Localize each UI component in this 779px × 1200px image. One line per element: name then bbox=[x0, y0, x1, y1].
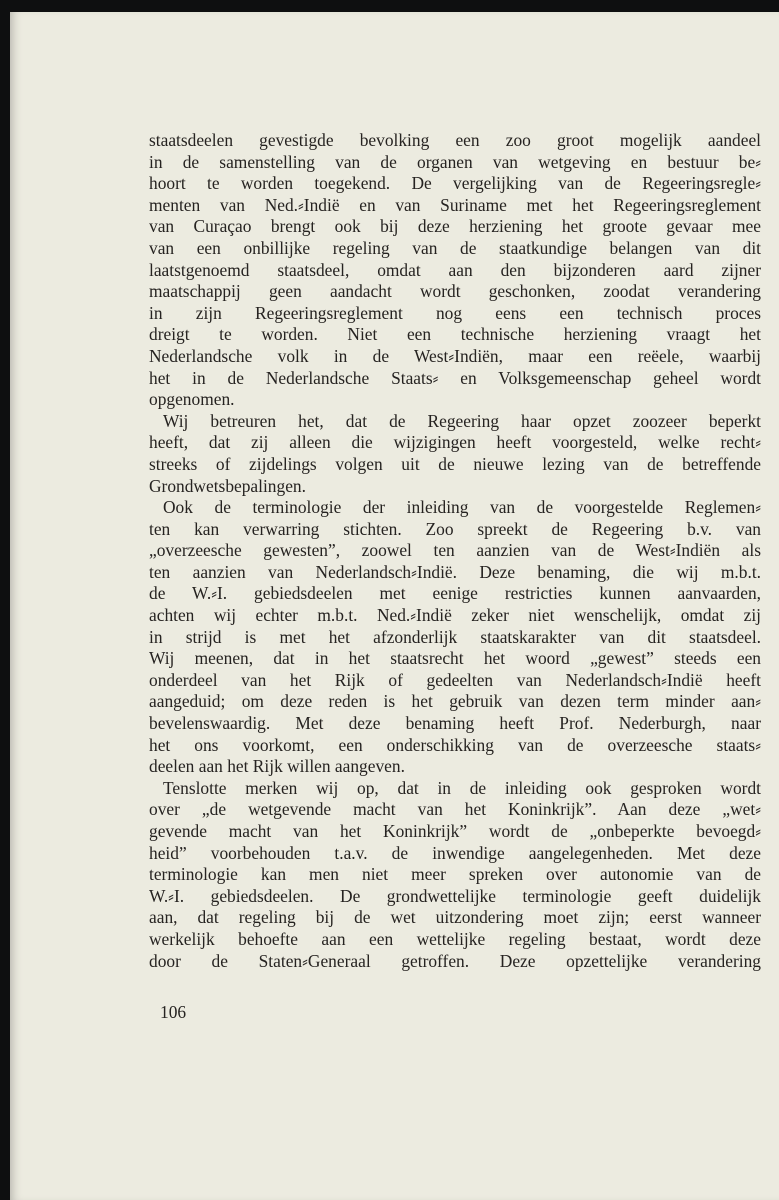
text-line: opgenomen. bbox=[149, 389, 235, 410]
text-line: in zijn Regeeringsreglement nog eens een technisch proces bbox=[149, 302, 761, 323]
text-line: Grondwetsbepalingen. bbox=[149, 475, 306, 496]
text-line: ten kan verwarring stichten. Zoo spreekt de Regeering b.v. van bbox=[149, 518, 761, 539]
text-line: Wij meenen, dat in het staatsrecht het woord „gewest” steeds een bbox=[149, 648, 761, 669]
page-number: 106 bbox=[160, 1002, 187, 1022]
text-line: Tenslotte merken wij op, dat in de inleiding ook gesproken wordt bbox=[163, 777, 761, 798]
text-line: deelen aan het Rijk willen aangeven. bbox=[149, 756, 405, 777]
text-line: door de Staten⸗Generaal getroffen. Deze opzettelijke verandering bbox=[149, 950, 761, 971]
text-line: gevende macht van het Koninkrijk” wordt de „onbeperkte bevoegd⸗ bbox=[149, 821, 761, 841]
text-line: over „de wetgevende macht van het Koninkrijk”. Aan deze „wet⸗ bbox=[149, 799, 761, 820]
text-line: Ook de terminologie der inleiding van de voorgestelde Reglemen⸗ bbox=[163, 497, 761, 518]
text-line: Nederlandsche volk in de West⸗Indiën, maar een reëele, waarbij bbox=[149, 345, 761, 366]
text-line: hoort te worden toegekend. De vergelijking van de Regeeringsregle⸗ bbox=[149, 173, 761, 194]
text-line: de W.⸗I. gebiedsdeelen met eenige restricties kunnen aanvaarden, bbox=[149, 583, 761, 604]
text-line: achten wij echter m.b.t. Ned.⸗Indië zeker niet wenschelijk, omdat zij bbox=[149, 605, 761, 626]
text-line: van een onbillijke regeling van de staatkundige belangen van dit bbox=[149, 237, 761, 258]
text-line: dreigt te worden. Niet een technische herziening vraagt het bbox=[149, 324, 761, 345]
text-line: menten van Ned.⸗Indië en van Suriname met het Regeeringsreglement bbox=[149, 194, 761, 215]
text-line: heid” voorbehouden t.a.v. de inwendige aangelegenheden. Met deze bbox=[149, 842, 761, 863]
text-line: onderdeel van het Rijk of gedeelten van Nederlandsch⸗Indië heeft bbox=[149, 669, 761, 690]
text-line: maatschappij geen aandacht wordt geschonken, zoodat verandering bbox=[149, 281, 761, 302]
book-page bbox=[10, 12, 779, 1200]
text-line: het ons voorkomt, een onderschikking van de overzeesche staats⸗ bbox=[149, 734, 761, 755]
text-line: bevelenswaardig. Met deze benaming heeft Prof. Nederburgh, naar bbox=[149, 713, 761, 734]
text-line: streeks of zijdelings volgen uit de nieuwe lezing van de betreffende bbox=[149, 453, 761, 474]
body-text bbox=[149, 130, 761, 972]
text-line: W.⸗I. gebiedsdeelen. De grondwettelijke terminologie geeft duidelijk bbox=[149, 885, 761, 906]
text-line: van Curaçao brengt ook bij deze herziening het groote gevaar mee bbox=[149, 216, 761, 237]
text-line: in strijd is met het afzonderlijk staatskarakter van dit staatsdeel. bbox=[149, 626, 761, 647]
text-line: „overzeesche gewesten”, zoowel ten aanzien van de West⸗Indiën als bbox=[149, 540, 761, 561]
text-line: Wij betreuren het, dat de Regeering haar opzet zoozeer beperkt bbox=[163, 410, 761, 431]
text-line: staatsdeelen gevestigde bevolking een zoo groot mogelijk aandeel bbox=[149, 130, 761, 150]
text-line: laatstgenoemd staatsdeel, omdat aan den bijzonderen aard zijner bbox=[149, 259, 761, 280]
text-line: werkelijk behoefte aan een wettelijke regeling bestaat, wordt deze bbox=[149, 928, 761, 949]
text-line: het in de Nederlandsche Staats⸗ en Volksgemeenschap geheel wordt bbox=[149, 367, 761, 388]
text-line: heeft, dat zij alleen die wijzigingen heeft voorgesteld, welke recht⸗ bbox=[149, 432, 761, 453]
text-line: aan, dat regeling bij de wet uitzondering moet zijn; eerst wanneer bbox=[149, 907, 761, 928]
text-line: aangeduid; om deze reden is het gebruik van dezen term minder aan⸗ bbox=[149, 691, 761, 712]
text-line: terminologie kan men niet meer spreken over autonomie van de bbox=[149, 864, 761, 885]
text-line: ten aanzien van Nederlandsch⸗Indië. Deze benaming, die wij m.b.t. bbox=[149, 561, 761, 582]
text-line: in de samenstelling van de organen van wetgeving en bestuur be⸗ bbox=[149, 151, 761, 172]
